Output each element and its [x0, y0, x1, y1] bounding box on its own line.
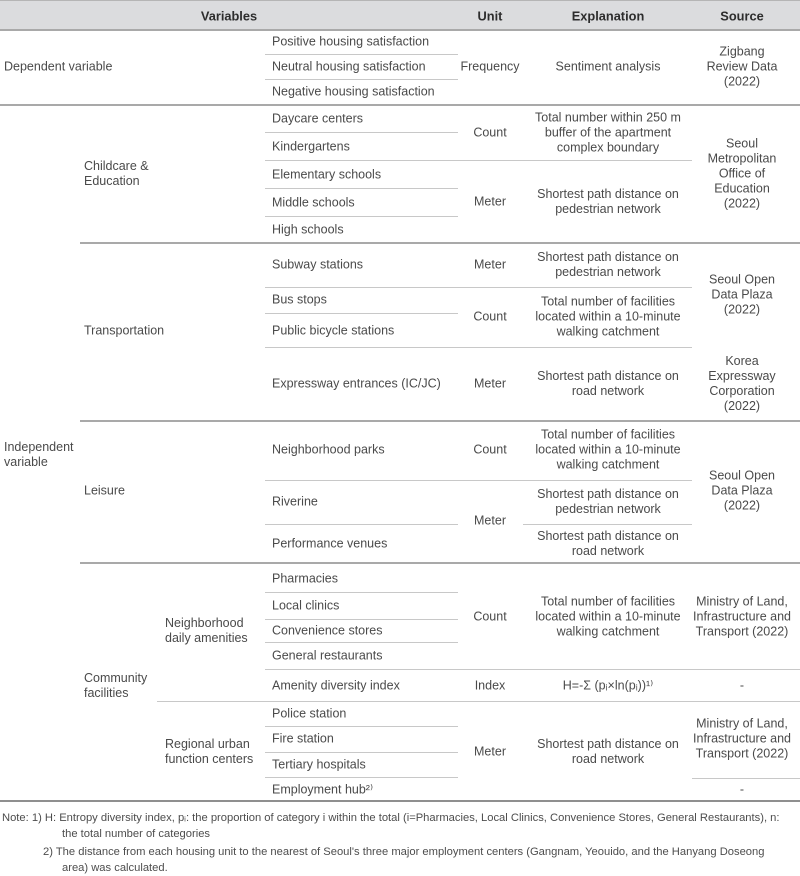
explanation-road: Shortest path distance on road network: [537, 737, 679, 766]
explanation-pedestrian: Shortest path distance on pedestrian network: [537, 487, 679, 516]
unit-count: Count: [473, 609, 507, 624]
unit-meter: Meter: [474, 194, 506, 209]
note-line-3: 2) The distance from each housing unit to the nearest of Seoul's three major employment centers (Gangnam, Yeouido, and the Hanyang Doseong: [43, 846, 765, 858]
group-rule: [265, 347, 692, 348]
unit-count: Count: [473, 309, 507, 324]
var-negative-satisfaction: Negative housing satisfaction: [272, 84, 435, 99]
var-convenience: Convenience stores: [272, 623, 383, 638]
var-restaurants: General restaurants: [272, 648, 383, 663]
explanation-pedestrian: Shortest path distance on pedestrian network: [537, 250, 679, 279]
var-employment-hub: Employment hub²⁾: [272, 782, 374, 797]
section-rule: [80, 420, 800, 422]
var-fire: Fire station: [272, 731, 334, 746]
header-variables: Variables: [200, 8, 258, 24]
source-molit: Ministry of Land, Infrastructure and Transport (2022): [693, 594, 791, 639]
var-neutral-satisfaction: Neutral housing satisfaction: [272, 59, 426, 74]
source-sodp: Seoul Open Data Plaza (2022): [708, 468, 776, 513]
group-rule: [265, 480, 692, 481]
var-clinics: Local clinics: [272, 598, 340, 613]
var-high: High schools: [272, 222, 344, 237]
group-rule: [265, 669, 800, 670]
var-bus-stops: Bus stops: [272, 292, 327, 307]
var-police: Police station: [272, 706, 347, 721]
table-bottom-rule: [0, 800, 800, 802]
var-subway: Subway stations: [272, 257, 364, 272]
row-rule: [265, 726, 458, 727]
var-hospitals: Tertiary hospitals: [272, 757, 366, 772]
group-independent-variable: Independent variable: [4, 440, 74, 469]
row-rule: [265, 216, 458, 217]
source-none: -: [739, 678, 745, 693]
header-explanation: Explanation: [571, 8, 645, 24]
group-amenities: Neighborhood daily amenities: [165, 616, 248, 645]
explanation-catchment: Total number of facilities located within a 10-minute walking catchment: [535, 594, 681, 639]
var-positive-satisfaction: Positive housing satisfaction: [272, 34, 430, 49]
unit-meter: Meter: [474, 744, 506, 759]
header-band: [0, 1, 800, 29]
subsection-rule: [157, 701, 800, 702]
var-daycare: Daycare centers: [272, 111, 364, 126]
row-rule: [265, 777, 458, 778]
var-parks: Neighborhood parks: [272, 442, 385, 457]
unit-count: Count: [473, 125, 507, 140]
group-rule: [265, 160, 692, 161]
source-kec: Korea Expressway Corporation (2022): [708, 354, 776, 413]
row-rule: [265, 132, 458, 133]
source-none: -: [739, 782, 745, 797]
source-sodp: Seoul Open Data Plaza (2022): [708, 272, 776, 317]
row-rule: [523, 524, 692, 525]
row-rule: [265, 619, 458, 620]
section-rule: [80, 242, 800, 244]
explanation-pedestrian: Shortest path distance on pedestrian network: [537, 187, 679, 216]
row-rule: [265, 79, 458, 80]
row-rule: [265, 313, 458, 314]
row-rule: [265, 188, 458, 189]
explanation-road: Shortest path distance on road network: [537, 369, 679, 398]
group-rule: [265, 287, 692, 288]
var-riverine: Riverine: [272, 494, 318, 509]
note-line-2: the total number of categories: [62, 828, 211, 840]
var-middle: Middle schools: [272, 195, 355, 210]
unit-index: Index: [474, 678, 506, 693]
note-line-4: area) was calculated.: [62, 862, 168, 874]
header-bottom-rule: [0, 29, 800, 31]
header-source: Source: [720, 8, 764, 24]
var-elementary: Elementary schools: [272, 167, 382, 182]
group-transportation: Transportation: [84, 323, 165, 338]
source-zigbang: Zigbang Review Data (2022): [706, 44, 778, 89]
header-unit: Unit: [477, 8, 503, 24]
var-expressway: Expressway entrances (IC/JC): [272, 376, 441, 391]
group-childcare: Childcare & Education: [84, 159, 149, 188]
section-rule: [0, 104, 800, 106]
var-performance: Performance venues: [272, 536, 388, 551]
var-kindergartens: Kindergartens: [272, 139, 350, 154]
group-community: Community facilities: [84, 671, 148, 700]
row-rule: [265, 752, 458, 753]
unit-frequency: Frequency: [460, 59, 520, 74]
unit-count: Count: [473, 442, 507, 457]
row-rule: [265, 54, 458, 55]
explanation-catchment: Total number of facilities located within a 10-minute walking catchment: [535, 427, 681, 472]
var-bicycle: Public bicycle stations: [272, 323, 395, 338]
explanation-catchment: Total number of facilities located within a 10-minute walking catchment: [535, 294, 681, 339]
source-rule: [692, 778, 800, 779]
unit-meter: Meter: [474, 513, 506, 528]
section-rule: [80, 562, 800, 564]
explanation-road: Shortest path distance on road network: [537, 529, 679, 558]
group-dependent-variable: Dependent variable: [4, 59, 113, 74]
row-rule: [265, 592, 458, 593]
explanation-entropy-formula: H=-Σ (pᵢ×ln(pᵢ))¹⁾: [562, 678, 654, 693]
group-leisure: Leisure: [84, 483, 125, 498]
unit-meter: Meter: [474, 376, 506, 391]
explanation-buffer: Total number within 250 m buffer of the apartment complex boundary: [535, 110, 681, 155]
explanation-sentiment: Sentiment analysis: [555, 59, 661, 74]
note-line-1: Note: 1) H: Entropy diversity index, pᵢ: the proportion of category i within the total (i=Pharmacies, Local Clinics, Convenience Stores, General Restaurants), n:: [2, 812, 780, 824]
row-rule: [265, 642, 458, 643]
unit-meter: Meter: [474, 257, 506, 272]
var-pharmacies: Pharmacies: [272, 571, 338, 586]
source-smoe: Seoul Metropolitan Office of Education (2022): [707, 136, 777, 211]
group-regional: Regional urban function centers: [165, 737, 254, 766]
row-rule: [265, 524, 458, 525]
source-molit: Ministry of Land, Infrastructure and Transport (2022): [693, 716, 791, 761]
var-diversity-index: Amenity diversity index: [272, 678, 400, 693]
